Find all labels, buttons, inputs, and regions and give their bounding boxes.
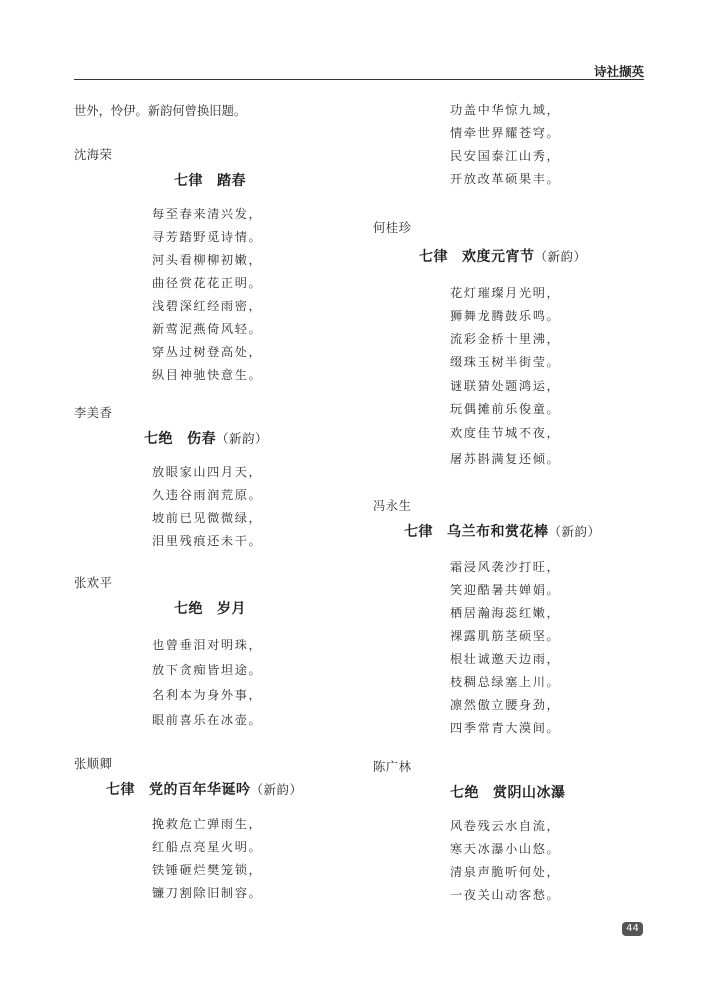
- header-rule: [74, 79, 644, 80]
- poem-note: （新韵）: [250, 782, 303, 797]
- poem-name: 欢度元宵节: [462, 249, 535, 265]
- poem-form: 七绝: [450, 785, 479, 801]
- poem-title: [106, 779, 303, 799]
- poem-line: 眼前喜乐在冰壶。: [152, 713, 263, 727]
- poem-line: 花灯璀璨月光明，: [450, 286, 561, 300]
- poem-note: （新韵）: [534, 249, 587, 264]
- poem-line: 枝稠总绿塞上川。: [450, 675, 561, 689]
- poem-author: 张欢平: [74, 576, 113, 590]
- poem-author: 沈海荣: [74, 148, 113, 162]
- poem-line: 情牵世界耀苍穹。: [450, 126, 561, 140]
- poem-line: 也曾垂泪对明珠，: [152, 638, 263, 652]
- poem-author: 李美香: [74, 406, 113, 420]
- poem-line: 清泉声脆听何处，: [450, 865, 561, 879]
- poem-form: 七绝: [144, 431, 173, 447]
- poem-line: 玩偶摊前乐俊童。: [450, 402, 561, 416]
- poem-line: 功盖中华惊九域，: [450, 103, 561, 117]
- poem-line: 久违谷雨润荒原。: [152, 488, 263, 502]
- poem-line: 纵目神驰快意生。: [152, 368, 263, 382]
- poem-title: [144, 428, 268, 448]
- poem-line: 浅碧深红经雨密，: [152, 299, 263, 313]
- poem-name: 赏阴山冰瀑: [493, 785, 566, 801]
- poem-author: 冯永生: [373, 499, 412, 513]
- poem-line: 曲径赏花花正明。: [152, 276, 263, 290]
- poem-line: 镰刀割除旧制容。: [152, 886, 263, 900]
- poem-form: 七律: [174, 173, 203, 189]
- poem-line: 铁锤砸烂樊笼锁，: [152, 863, 263, 877]
- poem-line: 每至春来清兴发，: [152, 207, 263, 221]
- poem-name: 踏春: [217, 173, 246, 189]
- poem-line: 放眼家山四月天，: [152, 465, 263, 479]
- poem-author: 何桂珍: [373, 221, 412, 235]
- poem-line: 一夜关山动客愁。: [450, 888, 561, 902]
- poem-line: 流彩金桥十里沸，: [450, 332, 561, 346]
- poem-name: 乌兰布和赏花棒: [447, 524, 549, 540]
- poem-form: 七绝: [174, 601, 203, 617]
- poem-line: 谜联猜处题鸿运，: [450, 379, 561, 393]
- poem-line: 笑迎酷暑共婵娟。: [450, 583, 561, 597]
- poem-form: 七律: [404, 524, 433, 540]
- poem-name: 岁月: [217, 601, 246, 617]
- poem-line: 狮舞龙腾鼓乐鸣。: [450, 309, 561, 323]
- page-number-badge: 44: [622, 922, 643, 936]
- poem-title: [419, 246, 587, 266]
- poem-line: 风卷残云水自流，: [450, 819, 561, 833]
- poem-title: [174, 598, 246, 618]
- poem-note: （新韵）: [216, 431, 269, 446]
- poem-form: 七律: [419, 249, 448, 265]
- poem-line: 屠苏斟满复还倾。: [450, 452, 561, 466]
- poem-title: [404, 521, 601, 541]
- poem-line: 挽救危亡弹雨生，: [152, 817, 263, 831]
- poem-author: 张顺卿: [74, 757, 113, 771]
- poem-line: 缀珠玉树半街莹。: [450, 355, 561, 369]
- poem-line: 民安国泰江山秀，: [450, 149, 561, 163]
- poem-line: 穿丛过树登高处，: [152, 345, 263, 359]
- poem-line: 根壮诚邀天边雨，: [450, 652, 561, 666]
- poem-line: 坡前已见微微绿，: [152, 511, 263, 525]
- continuation-line: 世外，怜伊。新韵何曾换旧题。: [74, 104, 247, 118]
- poem-line: 泪里残痕还未干。: [152, 534, 263, 548]
- poem-note: （新韵）: [548, 524, 601, 539]
- poem-line: 开放改革硕果丰。: [450, 172, 561, 186]
- poem-line: 寻芳踏野觅诗情。: [152, 230, 263, 244]
- poem-line: 放下贪痴皆坦途。: [152, 663, 263, 677]
- poem-line: 河头看柳柳初嫩，: [152, 253, 263, 267]
- poem-author: 陈广林: [373, 760, 412, 774]
- section-title: 诗社撷英: [593, 64, 644, 79]
- poem-line: 四季常青大漠间。: [450, 721, 561, 735]
- poem-line: 名利本为身外事，: [152, 688, 263, 702]
- poem-line: 新莺泥燕倚风轻。: [152, 322, 263, 336]
- poem-name: 党的百年华诞吟: [149, 782, 251, 798]
- poem-title: [450, 782, 566, 802]
- poem-line: 欢度佳节城不夜，: [450, 426, 561, 440]
- poem-line: 寒天冰瀑小山悠。: [450, 842, 561, 856]
- poem-title: [174, 170, 246, 190]
- poem-form: 七律: [106, 782, 135, 798]
- poem-name: 伤春: [187, 431, 216, 447]
- poem-line: 霜浸风袭沙打旺，: [450, 560, 561, 574]
- poem-line: 凛然傲立腰身劲，: [450, 698, 561, 712]
- poem-line: 栖居瀚海蕊红嫩，: [450, 606, 561, 620]
- poem-line: 红船点亮星火明。: [152, 840, 263, 854]
- poem-line: 裸露肌筋茎硕坚。: [450, 629, 561, 643]
